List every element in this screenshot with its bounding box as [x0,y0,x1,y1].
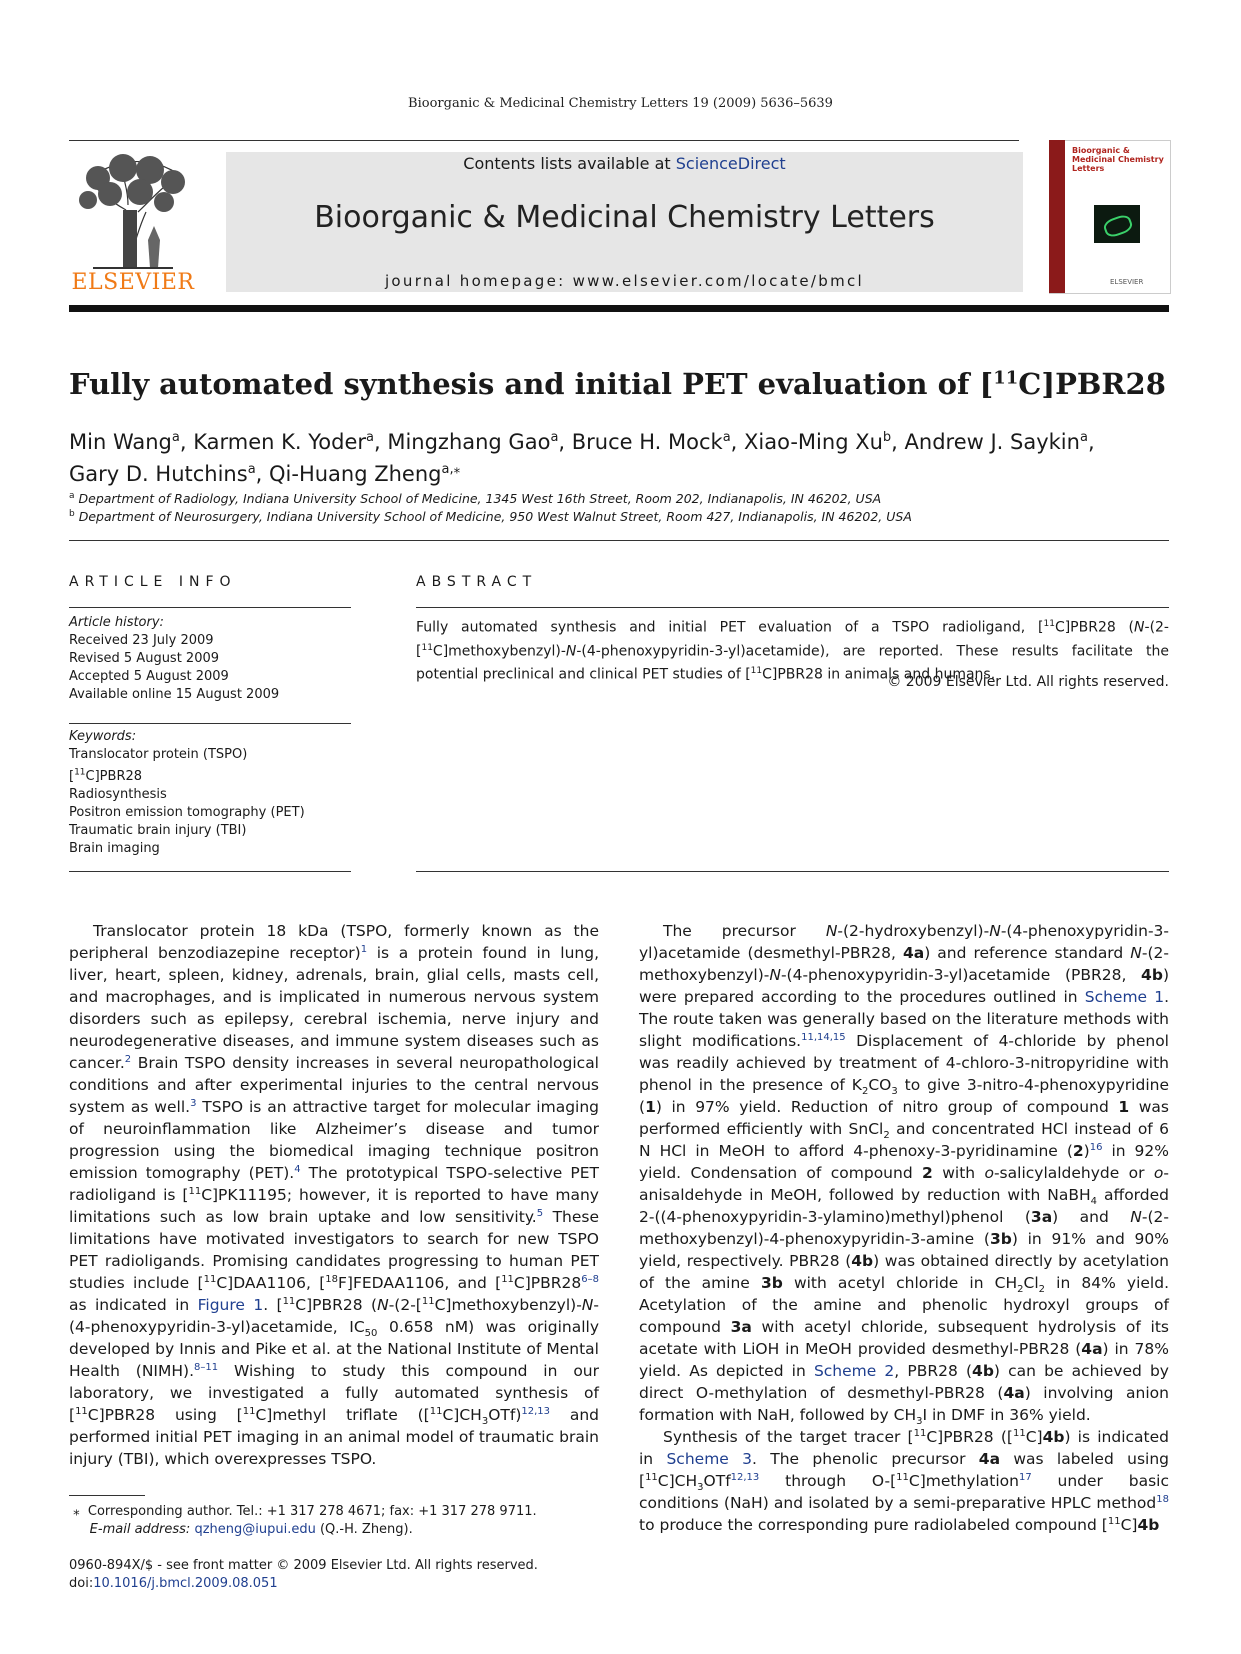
abstract-text: Fully automated synthesis and initial PET evaluation of a TSPO radioligand, [$^{11}$C]PBR28 (N-(2-[$^{11}$C]methoxybenzyl)-N-(4-phenoxypyridin-3-yl)acetamide), are reported. These results facilitate the potential preclinical and clinical PET studies of [$^{11}$C]PBR28 in animals and humans. [416,619,1169,683]
article-title: Fully automated synthesis and initial PET evaluation of [$^{11}$C]PBR28 [69,367,1166,401]
journal-homepage-link[interactable]: journal homepage: www.elsevier.com/locate/bmcl [384,272,865,290]
divider [69,871,351,872]
author-list: Min Wang$^a$, Karmen K. Yoder$^a$, Mingzhang Gao$^a$, Bruce H. Mock$^a$, Xiao-Ming Xu$^b$, Andrew J. Saykin$^a$, Gary D. Hutchins$^a$, Qi-Huang Zheng$^{a,⁎}$ [69,430,1095,486]
doi-link[interactable]: 10.1016/j.bmcl.2009.08.051 [93,1576,278,1591]
divider [69,540,1169,541]
cover-publisher: ELSEVIER [1110,278,1144,286]
divider [69,723,351,724]
journal-title: Bioorganic & Medicinal Chemistry Letters [314,200,935,235]
affiliation-b: $^b$ Department of Neurosurgery, Indiana University School of Medicine, 950 West Walnut Street, Room 427, Indianapolis, IN 46202, USA [69,509,912,525]
body-column-right: The precursor N-(2-hydroxybenzyl)-N-(4-phenoxypyridin-3-yl)acetamide (desmethyl-PBR28, 4a) and reference standard N-(2-methoxybenzyl)-N-(4-phenoxypyridin-3-yl)acetamide (PBR28, 4b) were prepared according to the procedures outlined in Scheme 1. The route taken was generally based on the literature methods with slight modifications.$^{11,14,15}$ Displacement of 4-chloride by phenol was readily achieved by treatment of 4-chloro-3-nitropyridine with phenol in the presence of $K_2CO_3$ to give 3-nitro-4-phenoxypyridine (1) in 97% yield. Reduction of nitro group of compound 1 was performed efficiently with SnCl$_2$ and concentrated HCl instead of 6 N HCl in MeOH to afford 4-phenoxy-3-pyridinamine $(2)^{16}$ in 92% yield. Condensation of compound 2 with o-salicylaldehyde or o-anisaldehyde in MeOH, followed by reduction with NaBH$_4$ afforded 2-((4-phenoxypyridin-3-ylamino)methyl)phenol (3a) and N-(2-methoxybenzyl)-4-phenoxypyridin-3-amine (3b) in 91% and 90% yield, respectively. PBR28 (4b) was obtained directly by acetylation of the amine 3b with acetyl chloride in $CH_2Cl_2$ in 84% yield. Acetylation of the amine and phenolic hydroxyl groups of compound 3a with acetyl chloride, subsequent hydrolysis of its acetate with LiOH in MeOH provided desmethyl-PBR28 (4a) in 78% yield. As depicted in Scheme 2, PBR28 (4b) can be achieved by direct O-methylation of desmethyl-PBR28 (4a) involving anion formation with NaH, followed by $CH_3I$ in DMF in 36% yield. Synthesis of the target tracer [$^{11}$C]PBR28 ([$^{11}$C]4b) is indicated in Scheme 3. The phenolic precursor 4a was labeled using $[^{11}C]CH_3OTf^{12,13}$ through O-[$^{11}$C]methylation$^{17}$ under basic conditions (NaH) and isolated by a semi-preparative HPLC method$^{18}$ to produce the corresponding pure radiolabeled compound [$^{11}$C]4b [639,922,1170,1534]
header-thick-rule [69,305,1169,312]
abstract-heading: ABSTRACT [416,574,538,590]
cover-title: Bioorganic & Medicinal Chemistry Letters [1072,146,1164,173]
abstract-copyright: © 2009 Elsevier Ltd. All rights reserved. [887,674,1169,690]
body-column-left: Translocator protein 18 kDa (TSPO, formerly known as the peripheral benzodiazepine receptor)$^1$ is a protein found in lung, liver, heart, spleen, kidney, adrenals, brain, glial cells, masts cell, and macrophages, and is implicated in numerous nervous system disorders such as epilepsy, cerebral ischemia, nerve injury and neurodegenerative diseases, and immune system diseases such as cancer.$^2$ Brain TSPO density increases in several neuropathological conditions and after experimental injuries to the central nervous system as well.$^3$ TSPO is an attractive target for molecular imaging of neuroinflammation like Alzheimer’s disease and tumor progression using the biomedical imaging technique positron emission tomography (PET).$^4$ The prototypical TSPO-selective PET radioligand is [$^{11}$C]PK11195; however, it is reported to have many limitations such as low brain uptake and low sensitivity.$^5$ These limitations have motivated investigators to search for new TSPO PET radioligands. Promising candidates progressing to human PET studies include [$^{11}$C]DAA1106, [$^{18}$F]FEDAA1106, and [$^{11}$C]PBR28$^{6-8}$ as indicated in Figure 1. [$^{11}$C]PBR28 (N-(2-[$^{11}$C]methoxybenzyl)-N-(4-phenoxypyridin-3-yl)acetamide, $IC_{50}$ 0.658 nM) was originally developed by Innis and Pike et al. at the National Institute of Mental Health (NIMH).$^{8-11}$ Wishing to study this compound in our laboratory, we investigated a fully automated synthesis of [$^{11}$C]PBR28 using [$^{11}$C]methyl triflate $([^{11}C]CH_3OTf)^{12,13}$ and performed initial PET imaging in an animal model of traumatic brain injury (TBI), which overexpresses TSPO. [69,922,600,1468]
article-history: Article history: Received 23 July 2009 Revised 5 August 2009 Accepted 5 August 2009 Available online 15 August 2009 [69,615,280,702]
corresponding-author-footnote: ⁎ Corresponding author. Tel.: +1 317 278 4671; fax: +1 317 278 9711. E-mail address: qzheng@iupui.edu (Q.-H. Zheng). [69,1504,537,1537]
divider [416,607,1169,608]
cover-molecule-image [1094,205,1140,243]
issn-doi-block: 0960-894X/$ - see front matter © 2009 Elsevier Ltd. All rights reserved. doi:10.1016/j.bmcl.2009.08.051 [69,1558,538,1591]
affiliation-a: $^a$ Department of Radiology, Indiana University School of Medicine, 1345 West 16th Street, Room 202, Indianapolis, IN 46202, USA [69,491,882,507]
footnote-rule [69,1495,145,1496]
article-info-heading: ARTICLE INFO [69,574,237,590]
journal-reference: Bioorganic & Medicinal Chemistry Letters 19 (2009) 5636–5639 [408,96,833,111]
cover-strip [1049,140,1065,293]
keywords-list: Keywords: Translocator protein (TSPO) [$^{11}$C]PBR28 Radiosynthesis Positron emission tomography (PET) Traumatic brain injury (TBI) Brain imaging [69,729,305,857]
contents-prefix: Contents lists available at [463,154,676,173]
elsevier-wordmark: ELSEVIER [71,270,195,295]
header-rule [69,140,1019,141]
email-link[interactable]: qzheng@iupui.edu [194,1522,316,1537]
sciencedirect-link[interactable]: ScienceDirect [675,154,786,173]
divider [416,871,1169,872]
divider [69,607,351,608]
contents-line [226,154,1023,173]
